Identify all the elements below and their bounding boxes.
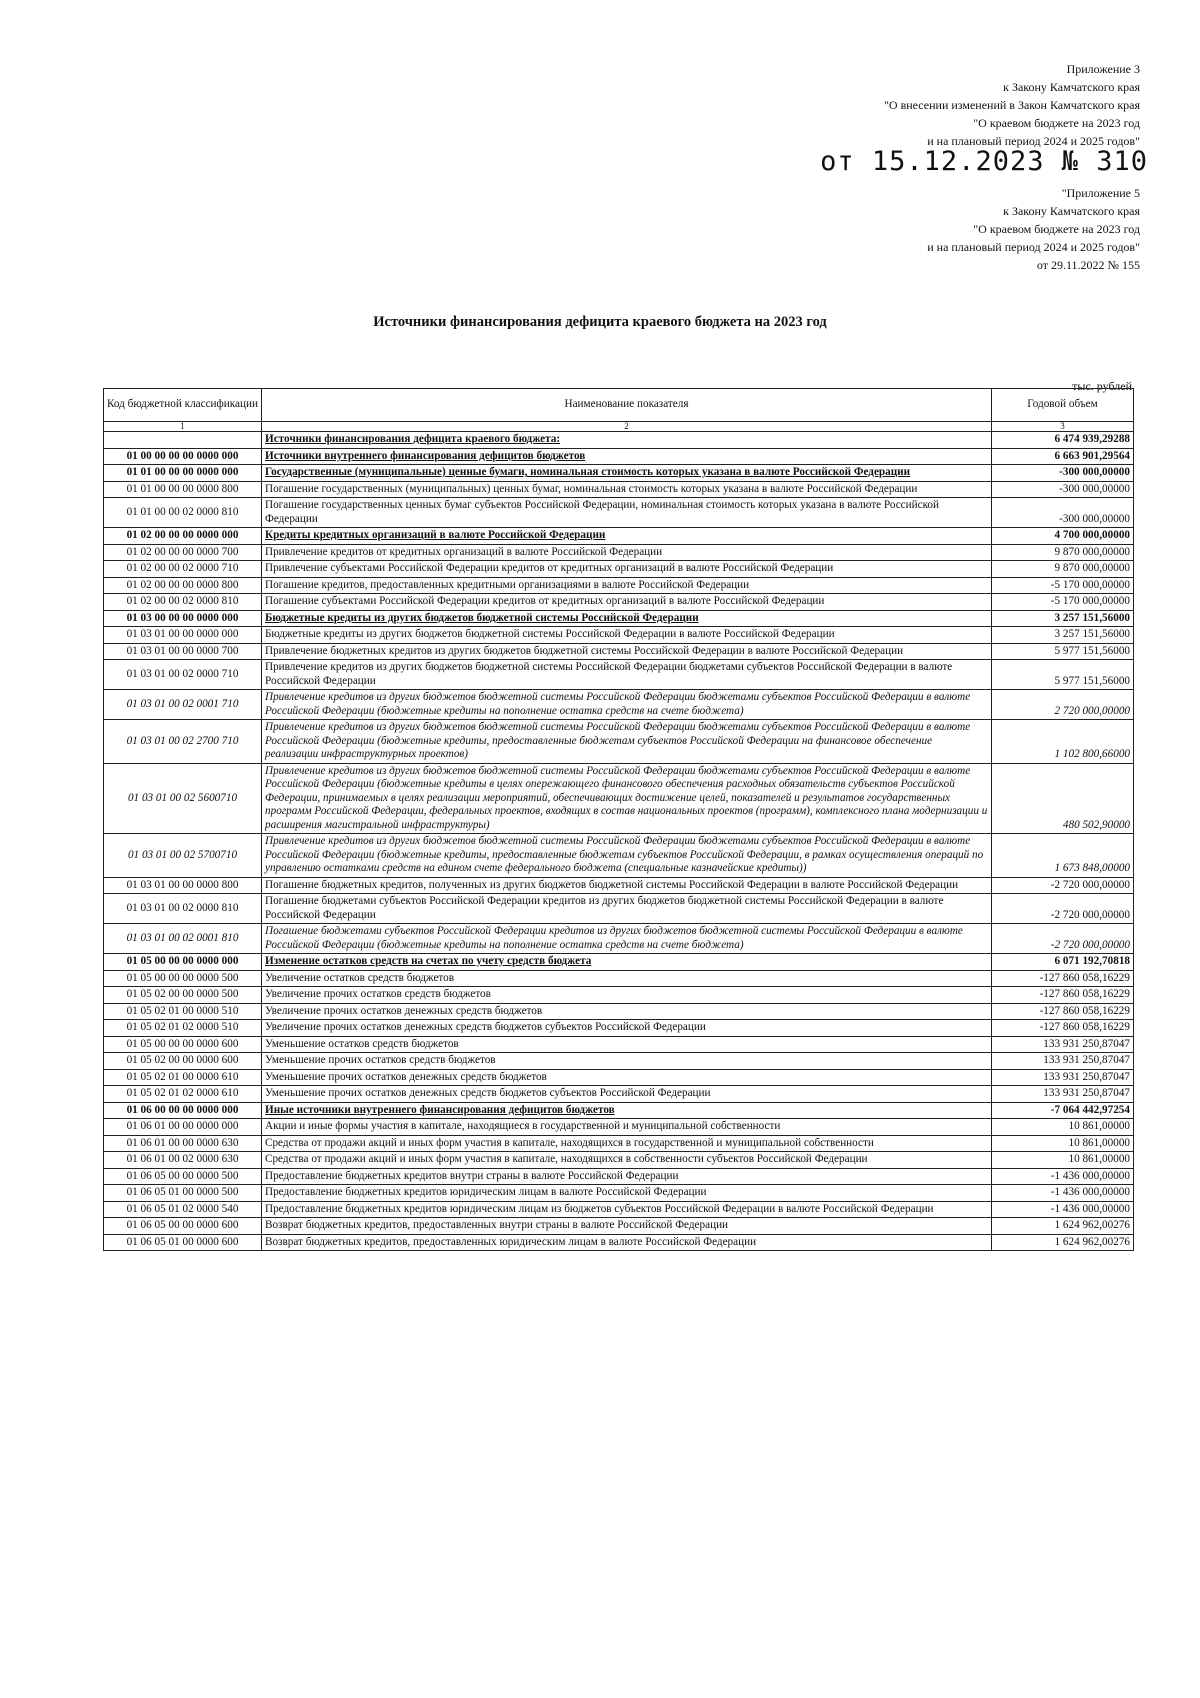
- table-row: [104, 448, 1134, 465]
- row-value: -300 000,00000: [992, 481, 1134, 498]
- table-row: [104, 1119, 1134, 1136]
- row-name: Предоставление бюджетных кредитов внутри страны в валюте Российской Федерации: [262, 1168, 992, 1185]
- row-code: 01 03 00 00 00 0000 000: [104, 610, 262, 627]
- row-code: 01 05 02 01 02 0000 610: [104, 1086, 262, 1103]
- row-value: 5 977 151,56000: [992, 643, 1134, 660]
- table-row: [104, 720, 1134, 764]
- column-number-row: [104, 422, 1134, 432]
- row-code: 01 03 01 00 02 0000 710: [104, 660, 262, 690]
- table-row: [104, 954, 1134, 971]
- row-code: 01 03 01 00 00 0000 000: [104, 627, 262, 644]
- table-row: [104, 1201, 1134, 1218]
- law-date-stamp: от 15.12.2023 № 310: [820, 146, 1148, 177]
- column-number: 2: [262, 422, 992, 432]
- row-code: 01 03 01 00 02 5600710: [104, 763, 262, 834]
- row-value: -5 170 000,00000: [992, 594, 1134, 611]
- column-header-code: Код бюджетной классификации: [104, 389, 262, 422]
- row-value: 133 931 250,87047: [992, 1036, 1134, 1053]
- row-value: 3 257 151,56000: [992, 627, 1134, 644]
- table-row: [104, 1168, 1134, 1185]
- row-value: -1 436 000,00000: [992, 1168, 1134, 1185]
- row-code: 01 06 00 00 00 0000 000: [104, 1102, 262, 1119]
- row-name: Источники внутреннего финансирования дефицитов бюджетов: [262, 448, 992, 465]
- row-name: Привлечение бюджетных кредитов из других бюджетов бюджетной системы Российской Федерации в валюте Российской Федерации: [262, 643, 992, 660]
- row-value: 2 720 000,00000: [992, 690, 1134, 720]
- row-code: 01 01 00 00 00 0000 000: [104, 465, 262, 482]
- row-name: Увеличение прочих остатков денежных средств бюджетов субъектов Российской Федерации: [262, 1020, 992, 1037]
- row-name: Увеличение остатков средств бюджетов: [262, 970, 992, 987]
- table-row: [104, 610, 1134, 627]
- table-row: [104, 577, 1134, 594]
- table-row: [104, 1135, 1134, 1152]
- row-name: Иные источники внутреннего финансирования дефицитов бюджетов: [262, 1102, 992, 1119]
- table-row: [104, 660, 1134, 690]
- row-value: -1 436 000,00000: [992, 1201, 1134, 1218]
- table-row: [104, 1020, 1134, 1037]
- row-value: 1 102 800,66000: [992, 720, 1134, 764]
- column-header-name: Наименование показателя: [262, 389, 992, 422]
- row-name: Уменьшение прочих остатков средств бюджетов: [262, 1053, 992, 1070]
- table-row: [104, 1069, 1134, 1086]
- row-name: Изменение остатков средств на счетах по учету средств бюджета: [262, 954, 992, 971]
- row-value: 6 663 901,29564: [992, 448, 1134, 465]
- table-row: [104, 627, 1134, 644]
- row-value: 10 861,00000: [992, 1119, 1134, 1136]
- table-row: [104, 643, 1134, 660]
- table-row: [104, 481, 1134, 498]
- row-name: Привлечение кредитов из других бюджетов бюджетной системы Российской Федерации бюджетами субъектов Российской Федерации в валюте Российской Федерации: [262, 660, 992, 690]
- row-code: 01 06 05 00 00 0000 600: [104, 1218, 262, 1235]
- row-code: 01 01 00 00 02 0000 810: [104, 498, 262, 528]
- row-code: 01 02 00 00 00 0000 700: [104, 544, 262, 561]
- row-code: 01 05 02 01 00 0000 510: [104, 1003, 262, 1020]
- table-row: [104, 690, 1134, 720]
- row-value: -127 860 058,16229: [992, 1020, 1134, 1037]
- row-code: 01 03 01 00 00 0000 700: [104, 643, 262, 660]
- row-name: Привлечение субъектами Российской Федерации кредитов от кредитных организаций в валюте Российской Федерации: [262, 561, 992, 578]
- row-name: Привлечение кредитов из других бюджетов бюджетной системы Российской Федерации бюджетами субъектов Российской Федерации в валюте Российской Федерации (бюджетные кредиты на пополнение остатка средств на счете бюджета): [262, 690, 992, 720]
- row-value: 5 977 151,56000: [992, 660, 1134, 690]
- row-name: Бюджетные кредиты из других бюджетов бюджетной системы Российской Федерации в валюте Российской Федерации: [262, 627, 992, 644]
- row-value: -7 064 442,97254: [992, 1102, 1134, 1119]
- column-header-value: Годовой объем: [992, 389, 1134, 422]
- row-code: 01 00 00 00 00 0000 000: [104, 448, 262, 465]
- original-appendix-header: [927, 184, 1140, 274]
- table-row: [104, 1003, 1134, 1020]
- row-code: 01 05 00 00 00 0000 600: [104, 1036, 262, 1053]
- appendix-line: и на плановый период 2024 и 2025 годов": [927, 134, 1140, 148]
- row-code: 01 05 02 00 00 0000 600: [104, 1053, 262, 1070]
- row-value: -127 860 058,16229: [992, 1003, 1134, 1020]
- row-value: 9 870 000,00000: [992, 544, 1134, 561]
- row-code: 01 05 00 00 00 0000 000: [104, 954, 262, 971]
- row-code: 01 06 05 01 00 0000 600: [104, 1234, 262, 1251]
- table-row: [104, 1102, 1134, 1119]
- document-title: Источники финансирования дефицита краевого бюджета на 2023 год: [373, 314, 827, 330]
- appendix-header: [884, 60, 1140, 150]
- row-code: 01 06 05 00 00 0000 500: [104, 1168, 262, 1185]
- row-value: -2 720 000,00000: [992, 924, 1134, 954]
- table-row: [104, 1053, 1134, 1070]
- row-name: Погашение государственных (муниципальных) ценных бумаг, номинальная стоимость которых указана в валюте Российской Федерации: [262, 481, 992, 498]
- column-number: 1: [104, 422, 262, 432]
- row-value: 1 673 848,00000: [992, 834, 1134, 878]
- row-name: Государственные (муниципальные) ценные бумаги, номинальная стоимость которых указана в валюте Российской Федерации: [262, 465, 992, 482]
- row-value: 133 931 250,87047: [992, 1053, 1134, 1070]
- row-value: -2 720 000,00000: [992, 877, 1134, 894]
- row-value: 480 502,90000: [992, 763, 1134, 834]
- table-row: [104, 528, 1134, 545]
- row-name: Погашение бюджетами субъектов Российской Федерации кредитов из других бюджетов бюджетной системы Российской Федерации в валюте Российской Федерации (бюджетные кредиты на пополнение остатка средств на счете бюджета): [262, 924, 992, 954]
- table-row: [104, 561, 1134, 578]
- row-code: 01 06 01 00 00 0000 630: [104, 1135, 262, 1152]
- row-name: Предоставление бюджетных кредитов юридическим лицам из бюджетов субъектов Российской Федерации в валюте Российской Федерации: [262, 1201, 992, 1218]
- row-name: Привлечение кредитов из других бюджетов бюджетной системы Российской Федерации бюджетами субъектов Российской Федерации в валюте Российской Федерации (бюджетные кредиты, предоставленные бюджетам субъектов Российской Федерации на финансовое обеспечение реализации инфраструктурных проектов): [262, 720, 992, 764]
- row-code: 01 03 01 00 02 5700710: [104, 834, 262, 878]
- row-name: Кредиты кредитных организаций в валюте Российской Федерации: [262, 528, 992, 545]
- table-row: [104, 970, 1134, 987]
- table-row: [104, 834, 1134, 878]
- row-code: 01 06 05 01 02 0000 540: [104, 1201, 262, 1218]
- appendix-line: к Закону Камчатского края: [1003, 80, 1140, 94]
- row-value: 1 624 962,00276: [992, 1234, 1134, 1251]
- row-value: 3 257 151,56000: [992, 610, 1134, 627]
- row-name: Увеличение прочих остатков средств бюджетов: [262, 987, 992, 1004]
- row-name: Средства от продажи акций и иных форм участия в капитале, находящихся в государственной и муниципальной собственности: [262, 1135, 992, 1152]
- row-name: Привлечение кредитов из других бюджетов бюджетной системы Российской Федерации бюджетами субъектов Российской Федерации в валюте Российской Федерации (бюджетные кредиты в целях опережающего финансового обеспечения расходных обязательств субъектов Российской Федерации, принимаемых в целях реализации мероприятий, обеспечивающих достижение целей, показателей и результатов государственных программ Российской Федерации, федеральных проектов, входящих в состав национальных проектов (программ), комплексного плана модернизации и расширения магистральной инфраструктуры): [262, 763, 992, 834]
- table-row: [104, 1152, 1134, 1169]
- row-name: Погашение бюджетных кредитов, полученных из других бюджетов бюджетной системы Российской Федерации в валюте Российской Федерации: [262, 877, 992, 894]
- row-name: Возврат бюджетных кредитов, предоставленных юридическим лицам в валюте Российской Федерации: [262, 1234, 992, 1251]
- table-row: [104, 1086, 1134, 1103]
- original-appendix-line: к Закону Камчатского края: [1003, 204, 1140, 218]
- appendix-line: "О внесении изменений в Закон Камчатского края: [884, 98, 1140, 112]
- table-row: [104, 1036, 1134, 1053]
- row-code: 01 03 01 00 02 0001 710: [104, 690, 262, 720]
- units-label: тыс. рублей: [1072, 379, 1132, 393]
- row-code: 01 06 01 00 00 0000 000: [104, 1119, 262, 1136]
- row-code: 01 06 01 00 02 0000 630: [104, 1152, 262, 1169]
- table-row: [104, 432, 1134, 449]
- row-value: 1 624 962,00276: [992, 1218, 1134, 1235]
- row-code: 01 06 05 01 00 0000 500: [104, 1185, 262, 1202]
- row-value: 6 474 939,29288: [992, 432, 1134, 449]
- row-code: [104, 432, 262, 449]
- table-row: [104, 544, 1134, 561]
- row-code: 01 03 01 00 02 2700 710: [104, 720, 262, 764]
- column-number: 3: [992, 422, 1134, 432]
- table-row: [104, 924, 1134, 954]
- row-value: -1 436 000,00000: [992, 1185, 1134, 1202]
- row-name: Уменьшение остатков средств бюджетов: [262, 1036, 992, 1053]
- table-row: [104, 894, 1134, 924]
- row-code: 01 05 02 01 00 0000 610: [104, 1069, 262, 1086]
- row-code: 01 05 00 00 00 0000 500: [104, 970, 262, 987]
- row-name: Возврат бюджетных кредитов, предоставленных внутри страны в валюте Российской Федерации: [262, 1218, 992, 1235]
- row-code: 01 02 00 00 02 0000 810: [104, 594, 262, 611]
- row-value: -127 860 058,16229: [992, 970, 1134, 987]
- table-row: [104, 1234, 1134, 1251]
- row-value: -300 000,00000: [992, 498, 1134, 528]
- original-appendix-line: от 29.11.2022 № 155: [1036, 258, 1140, 272]
- table-row: [104, 763, 1134, 834]
- row-value: -2 720 000,00000: [992, 894, 1134, 924]
- row-value: 9 870 000,00000: [992, 561, 1134, 578]
- table-row: [104, 1218, 1134, 1235]
- row-name: Предоставление бюджетных кредитов юридическим лицам в валюте Российской Федерации: [262, 1185, 992, 1202]
- financing-sources-table: [103, 388, 1134, 1251]
- row-value: -5 170 000,00000: [992, 577, 1134, 594]
- table-row: [104, 465, 1134, 482]
- table-row: [104, 594, 1134, 611]
- original-appendix-line: и на плановый период 2024 и 2025 годов": [927, 240, 1140, 254]
- row-name: Источники финансирования дефицита краевого бюджета:: [262, 432, 992, 449]
- row-name: Акции и иные формы участия в капитале, находящиеся в государственной и муниципальной собственности: [262, 1119, 992, 1136]
- original-appendix-line: "Приложение 5: [1061, 186, 1140, 200]
- row-code: 01 01 00 00 00 0000 800: [104, 481, 262, 498]
- row-code: 01 02 00 00 00 0000 000: [104, 528, 262, 545]
- row-name: Погашение субъектами Российской Федерации кредитов от кредитных организаций в валюте Российской Федерации: [262, 594, 992, 611]
- original-appendix-line: "О краевом бюджете на 2023 год: [973, 222, 1140, 236]
- row-name: Уменьшение прочих остатков денежных средств бюджетов субъектов Российской Федерации: [262, 1086, 992, 1103]
- row-value: -300 000,00000: [992, 465, 1134, 482]
- appendix-line: Приложение 3: [1066, 62, 1140, 76]
- row-name: Уменьшение прочих остатков денежных средств бюджетов: [262, 1069, 992, 1086]
- table-row: [104, 877, 1134, 894]
- row-value: 6 071 192,70818: [992, 954, 1134, 971]
- row-name: Увеличение прочих остатков денежных средств бюджетов: [262, 1003, 992, 1020]
- row-code: 01 05 02 00 00 0000 500: [104, 987, 262, 1004]
- row-value: -127 860 058,16229: [992, 987, 1134, 1004]
- row-code: 01 05 02 01 02 0000 510: [104, 1020, 262, 1037]
- row-value: 10 861,00000: [992, 1135, 1134, 1152]
- appendix-line: "О краевом бюджете на 2023 год: [973, 116, 1140, 130]
- row-code: 01 03 01 00 02 0001 810: [104, 924, 262, 954]
- row-name: Погашение кредитов, предоставленных кредитными организациями в валюте Российской Федерации: [262, 577, 992, 594]
- row-name: Средства от продажи акций и иных форм участия в капитале, находящихся в собственности субъектов Российской Федерации: [262, 1152, 992, 1169]
- row-value: 10 861,00000: [992, 1152, 1134, 1169]
- row-value: 133 931 250,87047: [992, 1069, 1134, 1086]
- row-name: Бюджетные кредиты из других бюджетов бюджетной системы Российской Федерации: [262, 610, 992, 627]
- table-row: [104, 1185, 1134, 1202]
- table-row: [104, 498, 1134, 528]
- row-code: 01 03 01 00 00 0000 800: [104, 877, 262, 894]
- row-name: Привлечение кредитов из других бюджетов бюджетной системы Российской Федерации бюджетами субъектов Российской Федерации в валюте Российской Федерации (бюджетные кредиты, предоставленные бюджетам субъектов Российской Федерации, в рамках осуществления операций по управлению остатками средств на едином счете федерального бюджета (специальные казначейские кредиты)): [262, 834, 992, 878]
- table-row: [104, 987, 1134, 1004]
- row-value: 4 700 000,00000: [992, 528, 1134, 545]
- row-name: Привлечение кредитов от кредитных организаций в валюте Российской Федерации: [262, 544, 992, 561]
- row-name: Погашение государственных ценных бумаг субъектов Российской Федерации, номинальная стоимость которых указана в валюте Российской Федерации: [262, 498, 992, 528]
- table-header-row: [104, 389, 1134, 422]
- row-value: 133 931 250,87047: [992, 1086, 1134, 1103]
- row-code: 01 02 00 00 00 0000 800: [104, 577, 262, 594]
- row-name: Погашение бюджетами субъектов Российской Федерации кредитов из других бюджетов бюджетной системы Российской Федерации в валюте Российской Федерации: [262, 894, 992, 924]
- row-code: 01 02 00 00 02 0000 710: [104, 561, 262, 578]
- row-code: 01 03 01 00 02 0000 810: [104, 894, 262, 924]
